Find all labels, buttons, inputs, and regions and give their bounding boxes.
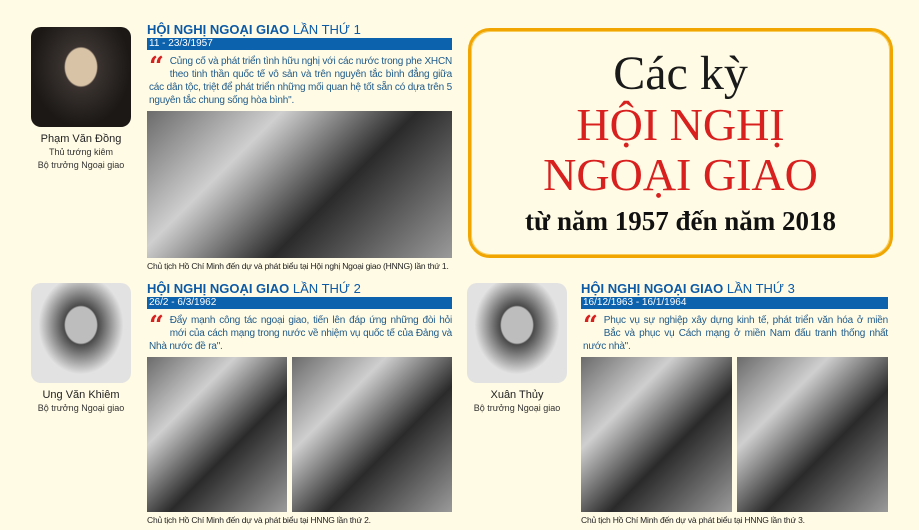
title-box xyxy=(468,28,893,258)
quote xyxy=(583,314,888,353)
date-bar: 11 - 23/3/1957 xyxy=(147,38,452,50)
portrait-pham-van-dong xyxy=(31,27,131,127)
title-line-2: HỘI NGHỊ xyxy=(576,99,785,150)
quote-mark-icon: “ xyxy=(583,314,598,329)
heading-bold: HỘI NGHỊ NGOẠI GIAO xyxy=(147,281,290,296)
heading-rest: LẦN THỨ 2 xyxy=(289,281,361,296)
person-title: Thủ tướng kiêm xyxy=(49,147,113,157)
conference-1 xyxy=(147,22,452,272)
title-line-4: từ năm 1957 đến năm 2018 xyxy=(525,206,836,236)
event-photos xyxy=(581,357,888,512)
photo-caption: Chủ tịch Hồ Chí Minh đến dự và phát biểu tại Hội nghị Ngoại giao (HNNG) lần thứ 1. xyxy=(147,261,449,271)
person-xuan-thuy xyxy=(452,283,582,415)
person-name: Xuân Thủy xyxy=(490,389,544,401)
quote-text: Củng cố và phát triển tình hữu nghị với các nước trong phe XHCN theo tinh thần quốc tế vô sản và trên nguyên tắc bình đẳng giữa các dân tộc, triệt để phát triển những mối quan hệ tốt sẵn có dựa trên 5 nguyên tắc chung sống hòa bình". xyxy=(149,56,452,106)
event-photos xyxy=(147,111,452,258)
date-bar: 26/2 - 6/3/1962 xyxy=(147,297,452,309)
person-name: Phạm Văn Đồng xyxy=(40,133,122,145)
date-bar: 16/12/1963 - 16/1/1964 xyxy=(581,297,888,309)
person-pham-van-dong xyxy=(16,27,146,172)
quote-text: Đẩy mạnh công tác ngoại giao, tiến lên đáp ứng những đòi hỏi mới của cách mạng trong nước về nhiệm vụ quốc tế của Đảng và Nhà nước đề ra". xyxy=(149,315,452,352)
person-title: Bộ trưởng Ngoại giao xyxy=(473,403,561,413)
quote-text: Phục vụ sự nghiệp xây dựng kinh tế, phát triển văn hóa ở miền Bắc và phục vụ Cách mạng ở miền Nam đấu tranh thống nhất nước nhà". xyxy=(583,315,888,352)
heading-rest: LẦN THỨ 1 xyxy=(289,22,361,37)
conference-heading xyxy=(147,281,452,296)
event-photos xyxy=(147,357,452,512)
heading-rest: LẦN THỨ 3 xyxy=(723,281,795,296)
quote xyxy=(149,314,452,353)
title-line-3: NGOẠI GIAO xyxy=(543,149,818,200)
heading-bold: HỘI NGHỊ NGOẠI GIAO xyxy=(581,281,724,296)
photo-caption: Chủ tịch Hồ Chí Minh đến dự và phát biểu tại HNNG lần thứ 2. xyxy=(147,515,371,525)
photo-caption: Chủ tịch Hồ Chí Minh đến dự và phát biểu tại HNNG lần thứ 3. xyxy=(581,515,805,525)
conference-heading xyxy=(581,281,888,296)
person-title: Bộ trưởng Ngoại giao xyxy=(37,160,125,170)
event-photo xyxy=(147,111,452,258)
conference-2 xyxy=(147,281,452,526)
heading-bold: HỘI NGHỊ NGOẠI GIAO xyxy=(147,22,290,37)
portrait-xuan-thuy xyxy=(467,283,567,383)
person-ung-van-khiem xyxy=(16,283,146,415)
person-name: Ung Văn Khiêm xyxy=(42,389,120,401)
quote xyxy=(149,55,452,107)
title-line-1: Các kỳ xyxy=(613,47,748,100)
quote-mark-icon: “ xyxy=(149,55,164,70)
portrait-ung-van-khiem xyxy=(31,283,131,383)
conference-3 xyxy=(581,281,888,526)
event-photo xyxy=(147,357,287,512)
quote-mark-icon: “ xyxy=(149,314,164,329)
event-photo xyxy=(581,357,732,512)
conference-heading xyxy=(147,22,452,37)
person-title: Bộ trưởng Ngoại giao xyxy=(37,403,125,413)
event-photo xyxy=(292,357,452,512)
event-photo xyxy=(737,357,888,512)
